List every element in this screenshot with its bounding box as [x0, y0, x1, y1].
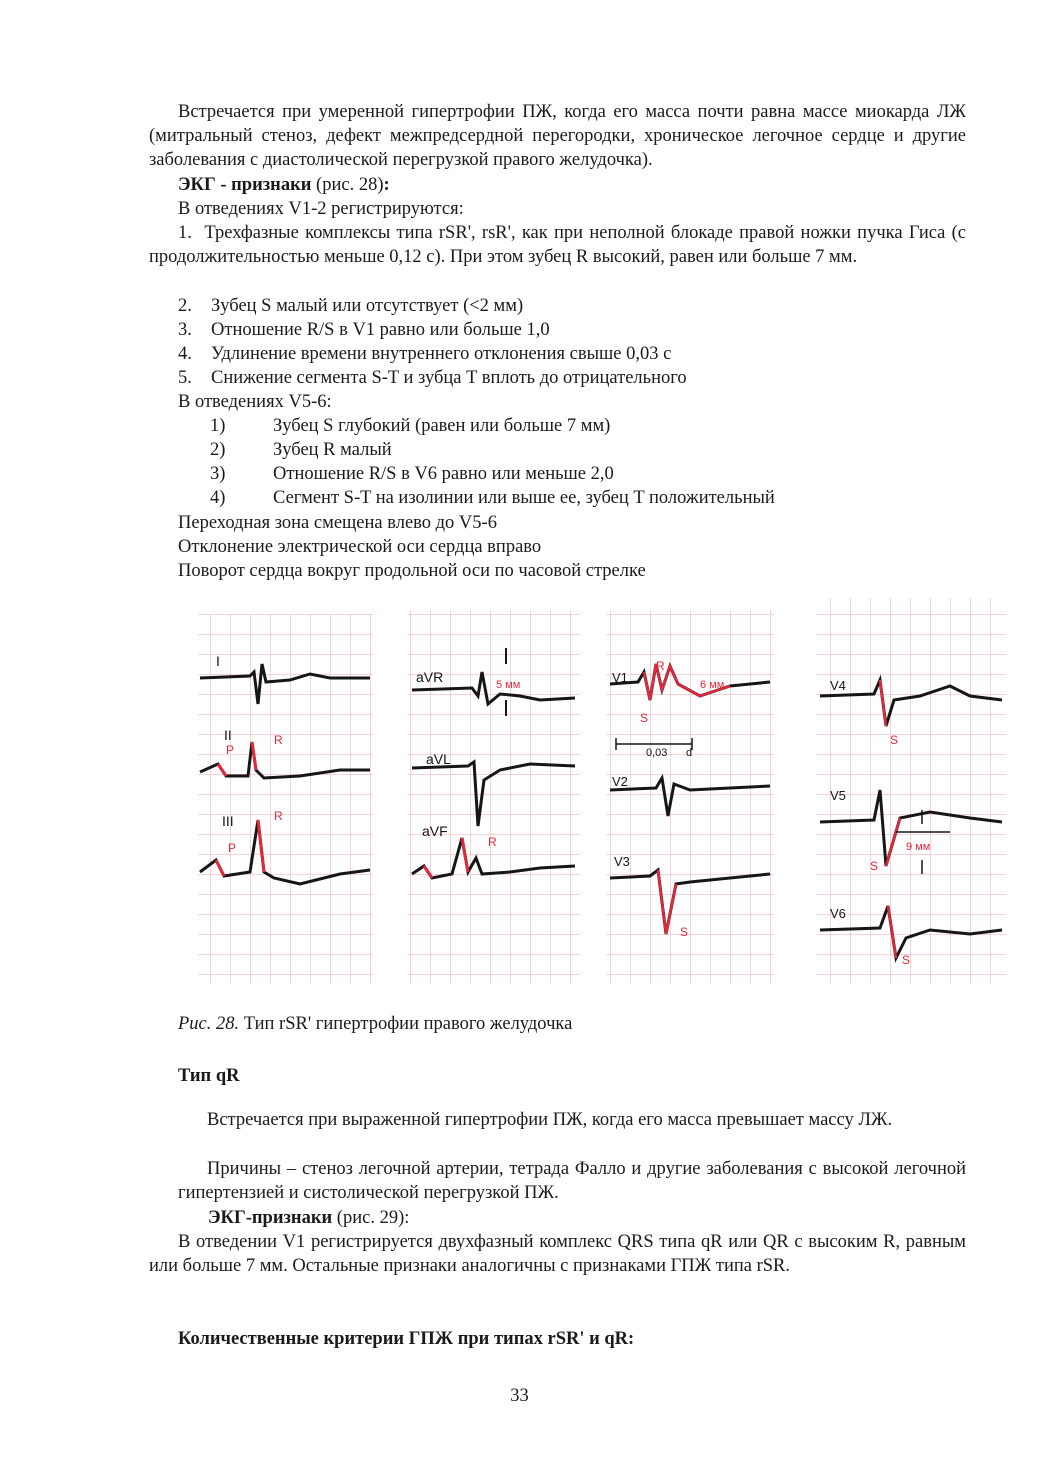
annotation-9mm: 9 мм	[906, 841, 931, 853]
page-number: 33	[510, 1386, 529, 1406]
wave-label-S: S	[680, 925, 689, 939]
lead-label-I: I	[216, 653, 220, 669]
lead-label-aVF: aVF	[422, 823, 448, 839]
lead-label-aVL: aVL	[426, 751, 451, 767]
intro-paragraph: Встречается при умеренной гипертрофии ПЖ, когда его масса почти равна массе миокарда ЛЖ (митральный стеноз, дефект межпредсердной перегородки, хроническое легочное сердце и другие заболевания с диастолической перегрузкой правого желудочка).	[149, 102, 966, 171]
quantitative-criteria-heading: Количественные критерии ГПЖ при типах rSR' и qR:	[178, 1329, 635, 1349]
wave-label-R: R	[274, 809, 283, 823]
list-item: 1) Зубец S глубокий (равен или больше 7 мм)	[210, 416, 611, 436]
lead-label-V6: V6	[830, 906, 846, 921]
v12-item-1: 1. Трехфазные комплексы типа rSR', rsR', как при неполной блокаде правой ножки пучка Гиса (с продолжительностью меньше 0,12 с). При этом зубец R высокий, равен или больше 7 мм.	[149, 223, 967, 268]
rotation-line: Поворот сердца вокруг продольной оси по часовой стрелке	[178, 561, 646, 581]
qr-paragraph-3: В отведении V1 регистрируется двухфазный комплекс QRS типа qR или QR с высоким R, равным или больше 7 мм. Остальные признаки аналогичны с признаками ГПЖ типа rSR.	[149, 1232, 966, 1277]
annotation-0-03: 0,03	[646, 747, 668, 759]
qr-ecg-signs-heading: ЭКГ-признаки (рис. 29):	[208, 1208, 410, 1228]
lead-label-V3: V3	[614, 854, 630, 869]
lead-label-V5: V5	[830, 788, 846, 803]
qr-type-heading: Тип qR	[178, 1066, 240, 1086]
list-item: 4. Удлинение времени внутреннего отклонения свыше 0,03 с	[178, 344, 672, 364]
ecg-figure	[190, 594, 1016, 998]
wave-label-P: P	[228, 841, 237, 855]
list-item: 2) Зубец R малый	[210, 440, 392, 460]
wave-label-R: R	[656, 659, 665, 673]
lead-label-V4: V4	[830, 678, 846, 693]
list-item: 5. Снижение сегмента S-T и зубца T вплоть до отрицательного	[178, 368, 687, 388]
v12-heading: В отведениях V1-2 регистрируются:	[178, 199, 464, 219]
wave-label-S: S	[640, 711, 649, 725]
ecg-panel-augmented-leads	[408, 610, 580, 984]
ecg-signs-heading: ЭКГ - признаки (рис. 28):	[178, 175, 390, 195]
ecg-panel-v1-v3	[606, 610, 774, 984]
transition-zone-line: Переходная зона смещена влево до V5-6	[178, 513, 497, 533]
qr-paragraph-1: Встречается при выраженной гипертрофии ПЖ, когда его масса превышает массу ЛЖ.	[207, 1110, 893, 1130]
v56-heading: В отведениях V5-6:	[178, 392, 332, 412]
list-item: 3) Отношение R/S в V6 равно или меньше 2,0	[210, 464, 614, 484]
list-item: 2. Зубец S малый или отсутствует (<2 мм)	[178, 296, 524, 316]
annotation-6mm: 6 мм	[700, 679, 725, 691]
wave-label-R: R	[488, 835, 497, 849]
annotation-5mm: 5 мм	[496, 679, 521, 691]
wave-label-S: S	[890, 733, 899, 747]
axis-deviation-line: Отклонение электрической оси сердца вправо	[178, 537, 542, 557]
figure-caption: Рис. 28. Тип rSR' гипертрофии правого желудочка	[178, 1014, 573, 1034]
list-item: 4) Сегмент S-T на изолинии или выше ее, зубец T положительный	[210, 488, 775, 508]
wave-label-R: R	[274, 733, 283, 747]
list-item: 3. Отношение R/S в V1 равно или больше 1,0	[178, 320, 550, 340]
lead-label-V2: V2	[612, 774, 628, 789]
lead-label-V1: V1	[612, 670, 628, 685]
wave-label-S: S	[870, 859, 879, 873]
wave-label-P: P	[226, 743, 235, 757]
lead-label-III: III	[222, 813, 234, 829]
qr-paragraph-2: Причины – стеноз легочной артерии, тетрада Фалло и другие заболевания с высокой легочной гипертензией и систолической перегрузкой ПЖ.	[178, 1159, 966, 1204]
ecg-panel-limb-leads	[198, 614, 373, 984]
lead-label-II: II	[224, 727, 232, 743]
wave-label-S: S	[902, 953, 911, 967]
ecg-panel-v4-v6	[816, 598, 1006, 984]
lead-label-aVR: aVR	[416, 669, 444, 685]
annotation-d: d	[686, 747, 693, 759]
